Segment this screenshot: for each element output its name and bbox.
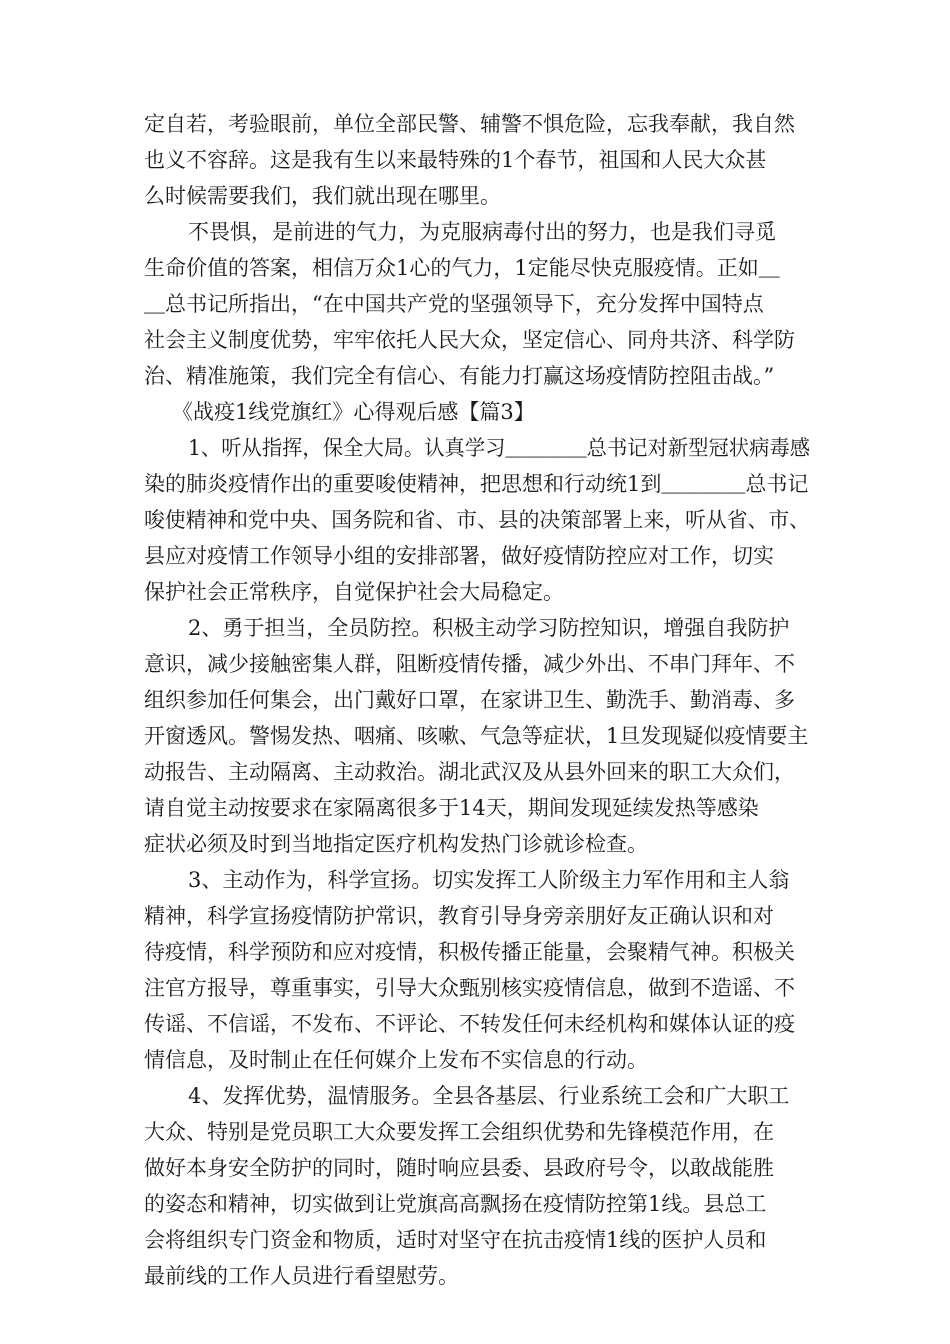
text-line: 做好本身安全防护的同时，随时响应县委、县政府号令，以敢战能胜 xyxy=(144,1156,774,1180)
text-line: 会将组织专门资金和物质，适时对坚守在抗击疫情1线的医护人员和 xyxy=(144,1228,767,1252)
text-line: 社会主义制度优势，牢牢依托人民大众，坚定信心、同舟共济、科学防 xyxy=(144,328,795,352)
text-line: 4、发挥优势，温情服务。全县各基层、行业系统工会和广大职工 xyxy=(188,1084,790,1108)
text-line: 意识，减少接触密集人群，阻断疫情传播，减少外出、不串门拜年、不 xyxy=(144,652,795,676)
text-line: 症状必须及时到当地指定医疗机构发热门诊就诊检查。 xyxy=(144,832,648,856)
text-line: 么时候需要我们，我们就出现在哪里。 xyxy=(144,184,501,208)
text-line: ＿总书记所指出，“在中国共产党的坚强领导下，充分发挥中国特点 xyxy=(144,292,764,316)
text-line: 的姿态和精神，切实做到让党旗高高飘扬在疫情防控第1线。县总工 xyxy=(144,1192,767,1216)
text-line: 唆使精神和党中央、国务院和省、市、县的决策部署上来，听从省、市、 xyxy=(144,508,810,532)
text-line: 1、听从指挥，保全大局。认真学习＿＿＿＿总书记对新型冠状病毒感 xyxy=(188,436,810,460)
text-line: 情信息，及时制止在任何媒介上发布不实信息的行动。 xyxy=(144,1048,648,1072)
text-line: 组织参加任何集会，出门戴好口罩，在家讲卫生、勤洗手、勤消毒、多 xyxy=(144,688,795,712)
text-line: 3、主动作为，科学宣扬。切实发挥工人阶级主力军作用和主人翁 xyxy=(188,868,790,892)
text-line: 生命价值的答案，相信万众1心的气力，1定能尽快克服疫情。正如＿ xyxy=(144,256,780,280)
text-line: 染的肺炎疫情作出的重要唆使精神，把思想和行动统1到＿＿＿＿总书记 xyxy=(144,472,809,496)
text-line: 最前线的工作人员进行看望慰劳。 xyxy=(144,1264,459,1288)
text-line: 注官方报导，尊重事实，引导大众甄别核实疫情信息，做到不造谣、不 xyxy=(144,976,795,1000)
text-line: 开窗透风。警惕发热、咽痛、咳嗽、气急等症状，1旦发现疑似疫情要主 xyxy=(144,724,809,748)
text-line: 县应对疫情工作领导小组的安排部署，做好疫情防控应对工作，切实 xyxy=(144,544,774,568)
text-line: 传谣、不信谣，不发布、不评论、不转发任何未经机构和媒体认证的疫 xyxy=(144,1012,795,1036)
text-line: 治、精准施策，我们完全有信心、有能力打赢这场疫情防控阻击战。” xyxy=(144,364,775,388)
document-page xyxy=(144,106,810,1294)
text-line: 保护社会正常秩序，自觉保护社会大局稳定。 xyxy=(144,580,564,604)
text-line: 大众、特别是党员职工大众要发挥工会组织优势和先锋模范作用，在 xyxy=(144,1120,774,1144)
text-line: 精神，科学宣扬疫情防护常识，教育引导身旁亲朋好友正确认识和对 xyxy=(144,904,774,928)
text-line: 2、勇于担当，全员防控。积极主动学习防控知识，增强自我防护 xyxy=(188,616,790,640)
text-line: 也义不容辞。这是我有生以来最特殊的1个春节，祖国和人民大众甚 xyxy=(144,148,767,172)
text-line: 动报告、主动隔离、主动救治。湖北武汉及从县外回来的职工大众们， xyxy=(144,760,795,784)
text-line: 不畏惧，是前进的气力，为克服病毒付出的努力，也是我们寻觅 xyxy=(188,220,776,244)
text-line: 定自若，考验眼前，单位全部民警、辅警不惧危险，忘我奉献，我自然 xyxy=(144,112,795,136)
section-heading: 《战疫1线党旗红》心得观后感【篇3】 xyxy=(172,400,535,424)
text-line: 待疫情，科学预防和应对疫情，积极传播正能量，会聚精气神。积极关 xyxy=(144,940,795,964)
text-line: 请自觉主动按要求在家隔离很多于14天，期间发现延续发热等感染 xyxy=(144,796,759,820)
